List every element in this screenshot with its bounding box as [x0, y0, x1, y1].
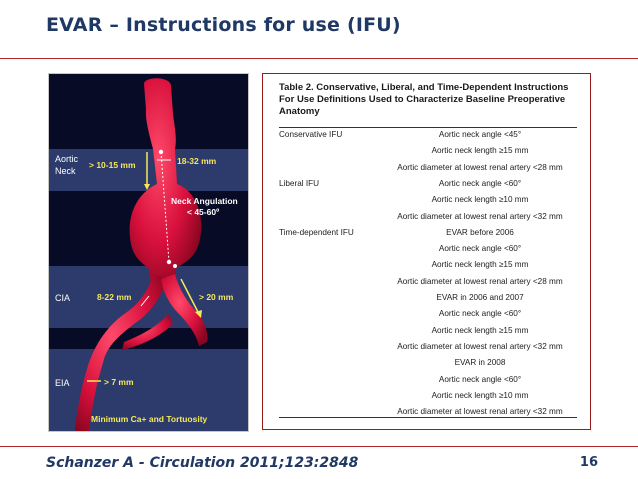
abdominal-aorta-shape — [130, 78, 202, 279]
table-row — [279, 260, 577, 276]
neck-angulation-label: Neck Angulation — [171, 196, 238, 206]
centerline-dot-top — [159, 150, 163, 154]
table-row-definition: Aortic diameter at lowest renal artery <28 mm — [397, 162, 563, 172]
eia-diameter-value: > 7 mm — [104, 377, 134, 387]
table-row-definition: Aortic neck length ≥15 mm — [431, 146, 529, 156]
table-row — [279, 326, 577, 342]
calcification-note: Minimum Ca+ and Tortuosity — [91, 414, 208, 424]
table-heading: Table 2. Conservative, Liberal, and Time-Dependent Instructions For Use Definitions Used to Characterize Baseline Preoperative Anatomy — [279, 82, 569, 117]
table-bottom-rule — [279, 417, 577, 418]
table-row — [279, 293, 577, 309]
centerline-dot-bottom — [167, 260, 171, 264]
table-row-definition: Aortic diameter at lowest renal artery <32 mm — [397, 211, 563, 221]
table-row-definition: EVAR in 2006 and 2007 — [436, 293, 524, 302]
table-row — [279, 342, 577, 358]
centerline-dot-side — [173, 264, 177, 268]
table-row-definition: Aortic diameter at lowest renal artery <32 mm — [397, 407, 563, 417]
table-row-definition: Aortic diameter at lowest renal artery <32 mm — [397, 341, 563, 351]
table-row-definition: Aortic neck length ≥10 mm — [431, 195, 529, 205]
cia-label: CIA — [55, 293, 71, 303]
table-row — [279, 277, 577, 293]
table-row — [279, 228, 577, 244]
table-row-definition: Aortic neck length ≥10 mm — [431, 390, 529, 400]
neck-diameter-value: 18-32 mm — [177, 156, 217, 166]
aortic-neck-label-1: Aortic — [55, 154, 79, 164]
table-row-category: Time-dependent IFU — [279, 227, 354, 237]
table-row — [279, 375, 577, 391]
table-row-definition: Aortic neck angle <60° — [438, 178, 522, 188]
table-row — [279, 407, 577, 423]
footer-divider — [0, 446, 638, 447]
table-row-category: Liberal IFU — [279, 178, 320, 188]
table-row-definition: Aortic neck length ≥15 mm — [431, 260, 529, 270]
table-row-definition: Aortic neck length ≥15 mm — [431, 325, 529, 335]
table-row — [279, 130, 577, 146]
table-row-definition: Aortic neck angle <45° — [438, 130, 522, 139]
table-row — [279, 391, 577, 407]
table-row-definition: Aortic neck angle <60° — [438, 374, 522, 384]
table-row — [279, 179, 577, 195]
table-row — [279, 146, 577, 162]
page-number: 16 — [579, 455, 598, 470]
aortic-neck-label-2: Neck — [55, 166, 76, 176]
neck-length-value: > 10-15 mm — [89, 160, 136, 170]
citation: Schanzer A - Circulation 2011;123:2848 — [46, 455, 359, 471]
table-row — [279, 358, 577, 374]
table-row — [279, 163, 577, 179]
aorta-illustration — [49, 74, 248, 431]
table-row — [279, 244, 577, 260]
cia-length-value: > 20 mm — [199, 292, 234, 302]
table-row-definition: EVAR in 2008 — [454, 358, 506, 368]
title-divider — [0, 58, 638, 59]
table-row — [279, 212, 577, 228]
aorta-anatomy-figure — [48, 73, 249, 432]
ifu-definitions-table — [262, 73, 591, 430]
table-row — [279, 309, 577, 325]
neck-angulation-value: < 45-60º — [187, 207, 220, 217]
table-row-definition: Aortic neck angle <60° — [438, 309, 522, 319]
table-row-definition: Aortic diameter at lowest renal artery <28 mm — [397, 276, 563, 286]
table-top-rule — [279, 127, 577, 128]
eia-label: EIA — [55, 378, 70, 388]
table-row-category: Conservative IFU — [279, 130, 343, 139]
slide-title: EVAR – Instructions for use (IFU) — [46, 14, 401, 36]
table-row — [279, 195, 577, 211]
table-row-definition: EVAR before 2006 — [446, 227, 514, 237]
table-row-definition: Aortic neck angle <60° — [438, 244, 522, 254]
cia-diameter-value: 8-22 mm — [97, 292, 132, 302]
